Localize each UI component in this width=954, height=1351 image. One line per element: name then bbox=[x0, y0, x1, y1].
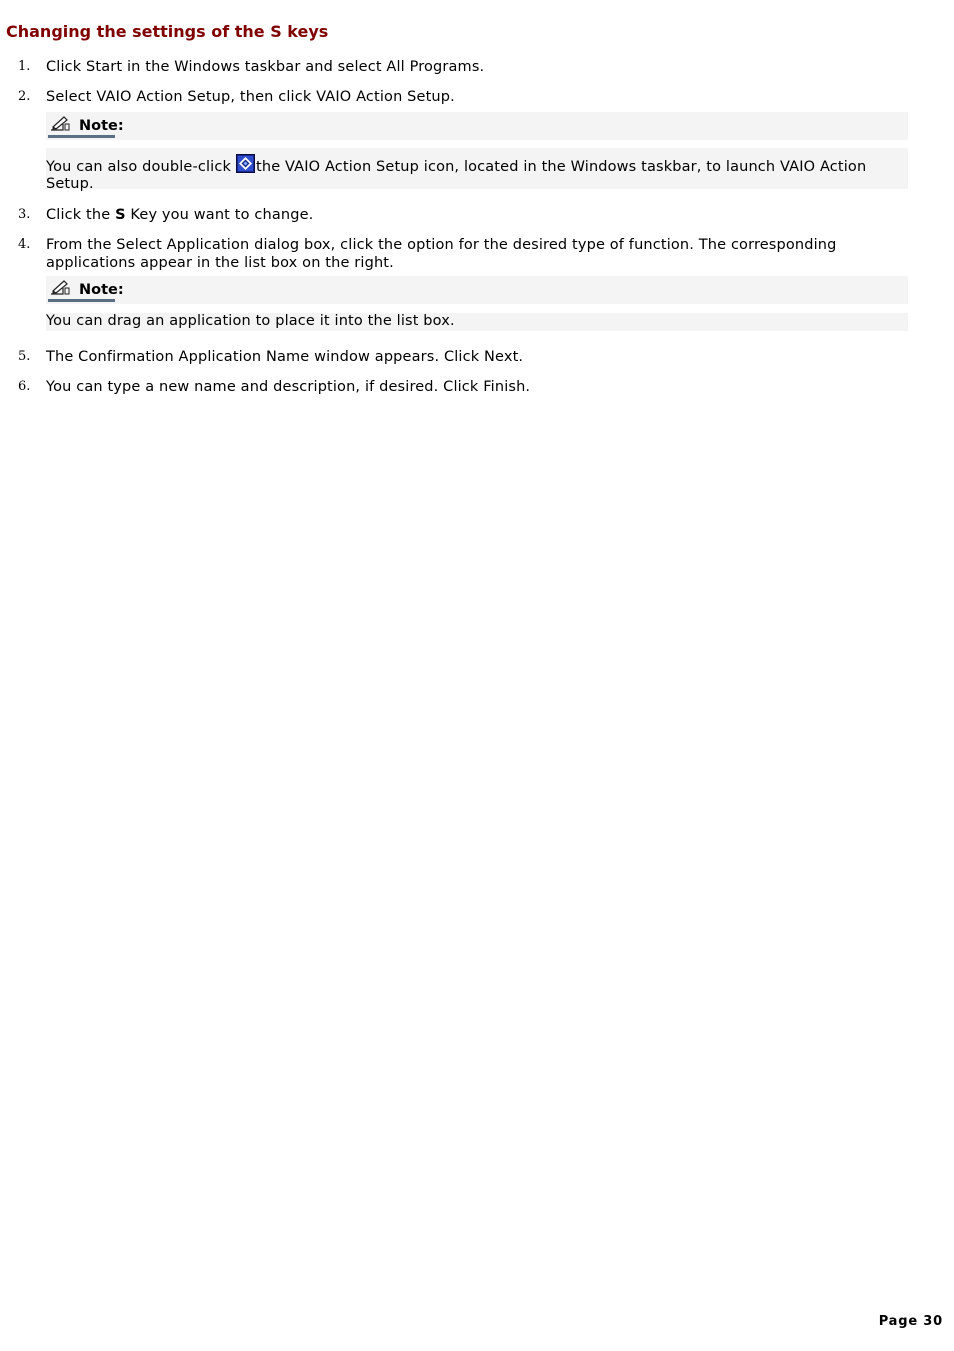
pencil-note-icon bbox=[49, 279, 71, 297]
step-number: 4. bbox=[18, 237, 31, 252]
step-number: 2. bbox=[18, 89, 31, 104]
note-label: Note: bbox=[79, 118, 124, 134]
pencil-note-icon bbox=[49, 115, 71, 133]
s-key-label: S bbox=[115, 207, 126, 223]
note-header bbox=[46, 276, 908, 304]
step-text bbox=[46, 206, 866, 224]
note-body bbox=[46, 148, 908, 192]
note-body bbox=[46, 313, 908, 331]
vaio-action-setup-icon bbox=[236, 154, 255, 173]
step-text-part: Click the bbox=[46, 207, 116, 223]
note-text: You can drag an application to place it into the list box. bbox=[46, 313, 455, 329]
note-label: Note: bbox=[79, 282, 124, 298]
page-number: Page 30 bbox=[878, 1314, 943, 1329]
note-text: the VAIO Action Setup icon, located in the Windows taskbar, to launch VAIO Action Setup. bbox=[46, 159, 867, 192]
step-number: 5. bbox=[18, 349, 31, 364]
step-number: 1. bbox=[18, 59, 31, 74]
note-underline bbox=[48, 299, 115, 302]
step-number: 3. bbox=[18, 207, 31, 222]
note-underline bbox=[48, 135, 115, 138]
step-number: 6. bbox=[18, 379, 31, 394]
page-title: Changing the settings of the S keys bbox=[6, 22, 329, 41]
step-text: Select VAIO Action Setup, then click VAIO Action Setup. bbox=[46, 89, 455, 105]
step-text: You can type a new name and description, if desired. Click Finish. bbox=[46, 379, 531, 395]
step-text-part: Key you want to change. bbox=[125, 207, 314, 223]
note-text: You can also double-click bbox=[46, 159, 232, 175]
note-header bbox=[46, 112, 908, 140]
step-text: From the Select Application dialog box, click the option for the desired type of function. The corresponding applications appear in the list box on the right. bbox=[46, 237, 837, 271]
step-text: Click Start in the Windows taskbar and select All Programs. bbox=[46, 59, 485, 75]
step-text: The Confirmation Application Name window appears. Click Next. bbox=[46, 349, 524, 365]
